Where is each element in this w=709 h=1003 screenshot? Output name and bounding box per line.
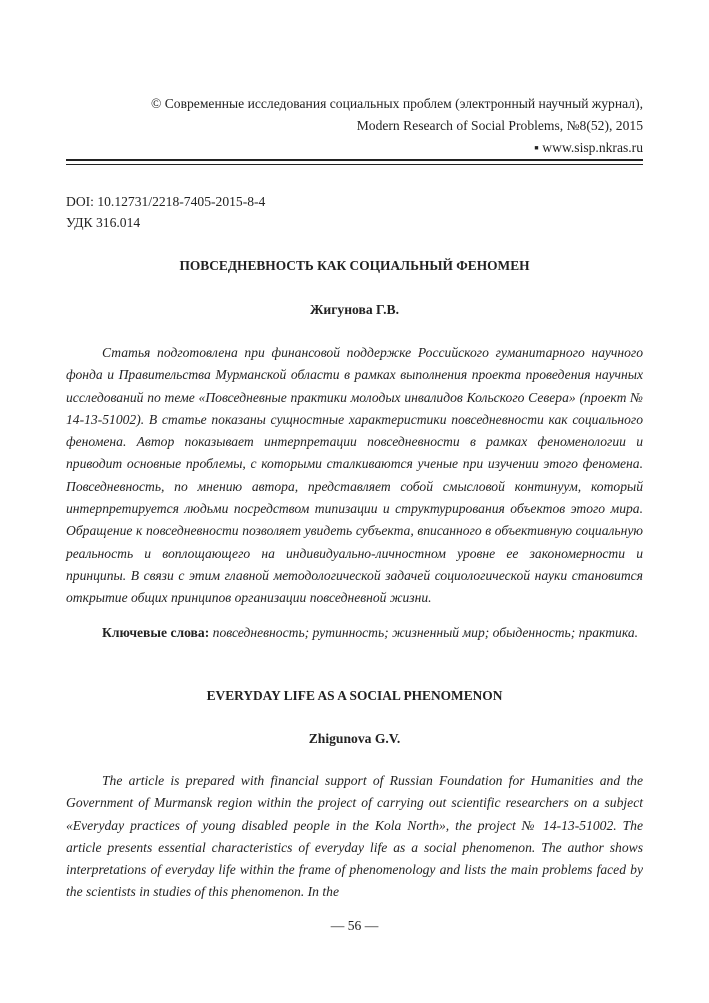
author-en: Zhigunova G.V. <box>308 731 401 746</box>
keywords-list: повседневность; рутинность; жизненный мир; обыденность; практика. <box>212 625 639 640</box>
doi[interactable]: DOI: 10.12731/2218-7405-2015-8-4 <box>66 194 266 209</box>
journal-issue-line: Modern Research of Social Problems, №8(52), 2015 <box>356 118 643 133</box>
keywords-ru <box>66 622 643 644</box>
journal-website-link[interactable]: ▪ www.sisp.nkras.ru <box>534 140 643 155</box>
journal-copyright-line: © Современные исследования социальных проблем (электронный научный журнал), <box>150 96 643 111</box>
header-divider-thick <box>66 159 643 161</box>
abstract-ru: Статья подготовлена при финансовой поддержке Российского гуманитарного научного фонда и Правительства Мурманской области в рамках выполнения проекта проведения научных исследований по теме «Повседневные практики молодых инвалидов Кольского Севера» (проект № 14-13-51002). В статье показаны сущностные характеристики повседневности как социального феномена. Автор показывает интерпретации повседневности в рамках феноменологии и приводит основные проблемы, с которыми сталкиваются ученые при изучении этого феномена. Повседневность, по мнению автора, представляет собой смысловой континуум, который интерпретируется людьми посредством типизации и структурирования объектов этого мира. Обращение к повседневности позволяет увидеть субъекта, вписанного в объективную социальную реальность и воплощающего на индивидуально-личностном уровне ее закономерности и принципы. В связи с этим главной методологической задачей социологической науки становится открытие общих принципов организации повседневной жизни. <box>66 345 643 606</box>
abstract-en: The article is prepared with financial support of Russian Foundation for Humanities and the Government of Murmansk region within the project of carrying out scientific researchers on a subject «Everyday practices of young disabled people in the Kola North», the project № 14-13-51002. The article presents essential characteristics of everyday life as a social phenomenon. The author shows interpretations of everyday life within the frame of phenomenology and lists the main problems faced by the scientists in studies of this phenomenon. In the <box>66 773 643 900</box>
article-meta <box>66 191 265 233</box>
title-en: EVERYDAY LIFE AS A SOCIAL PHENOMENON <box>206 688 503 703</box>
keywords-label: Ключевые слова: <box>102 625 210 640</box>
page-number: — 56 — <box>330 918 379 933</box>
udc: УДК 316.014 <box>66 215 141 230</box>
title-ru: ПОВСЕДНЕВНОСТЬ КАК СОЦИАЛЬНЫЙ ФЕНОМЕН <box>179 258 530 273</box>
journal-header <box>151 93 643 159</box>
author-ru: Жигунова Г.В. <box>309 302 400 317</box>
header-divider-thin <box>66 164 643 165</box>
